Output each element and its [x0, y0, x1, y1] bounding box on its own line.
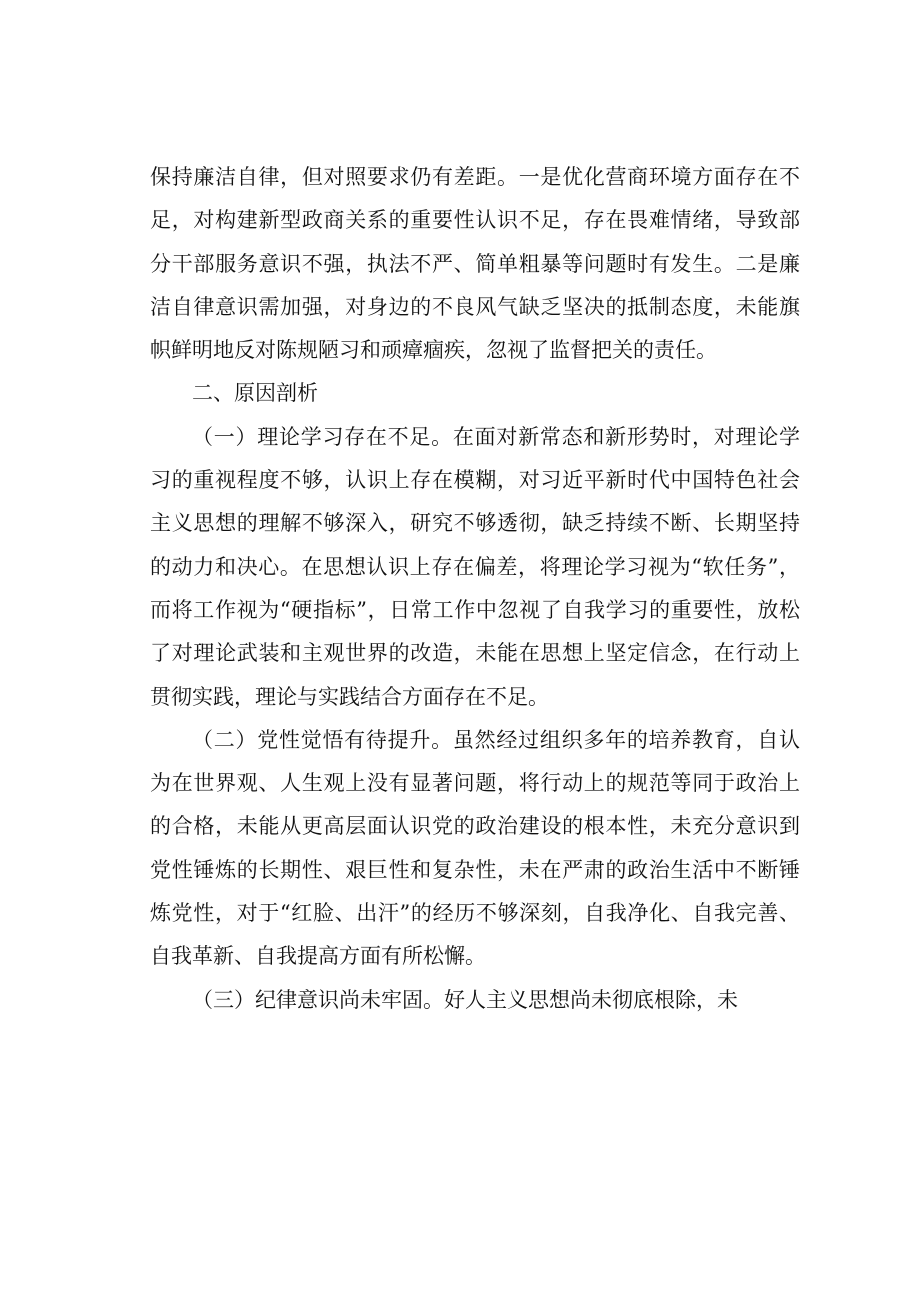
paragraph-party-spirit: （二）党性觉悟有待提升。虽然经过组织多年的培养教育，自认为在世界观、人生观上没有显著问题，将行动上的规范等同于政治上的合格，未能从更高层面认识党的政治建设的根本性，未充分意识到党性锤炼的长期性、艰巨性和复杂性，未在严肃的政治生活中不断锤炼党性，对于“红脸、出汗”的经历不够深刻，自我净化、自我完善、自我革新、自我提高方面有所松懈。	[150, 727, 800, 969]
paragraph-discipline-awareness: （三）纪律意识尚未牢固。好人主义思想尚未彻底根除，未	[192, 987, 738, 1012]
section-heading-cause-analysis: 二、原因剖析	[192, 381, 318, 406]
paragraph-integrity-gaps: 保持廉洁自律，但对照要求仍有差距。一是优化营商环境方面存在不足，对构建新型政商关系的重要性认识不足，存在畏难情绪，导致部分干部服务意识不强，执法不严、简单粗暴等问题时有发生。二是廉洁自律意识需加强，对身边的不良风气缺乏坚决的抵制态度，未能旗帜鲜明地反对陈规陋习和顽瘴痼疾，忽视了监督把关的责任。	[150, 165, 800, 363]
document-body	[150, 156, 800, 1022]
paragraph-theory-study: （一）理论学习存在不足。在面对新常态和新形势时，对理论学习的重视程度不够，认识上存在模糊，对习近平新时代中国特色社会主义思想的理解不够深入，研究不够透彻，缺乏持续不断、长期坚持的动力和决心。在思想认识上存在偏差，将理论学习视为“软任务”，而将工作视为“硬指标”，日常工作中忽视了自我学习的重要性，放松了对理论武装和主观世界的改造，未能在思想上坚定信念，在行动上贯彻实践，理论与实践结合方面存在不足。	[150, 424, 800, 709]
